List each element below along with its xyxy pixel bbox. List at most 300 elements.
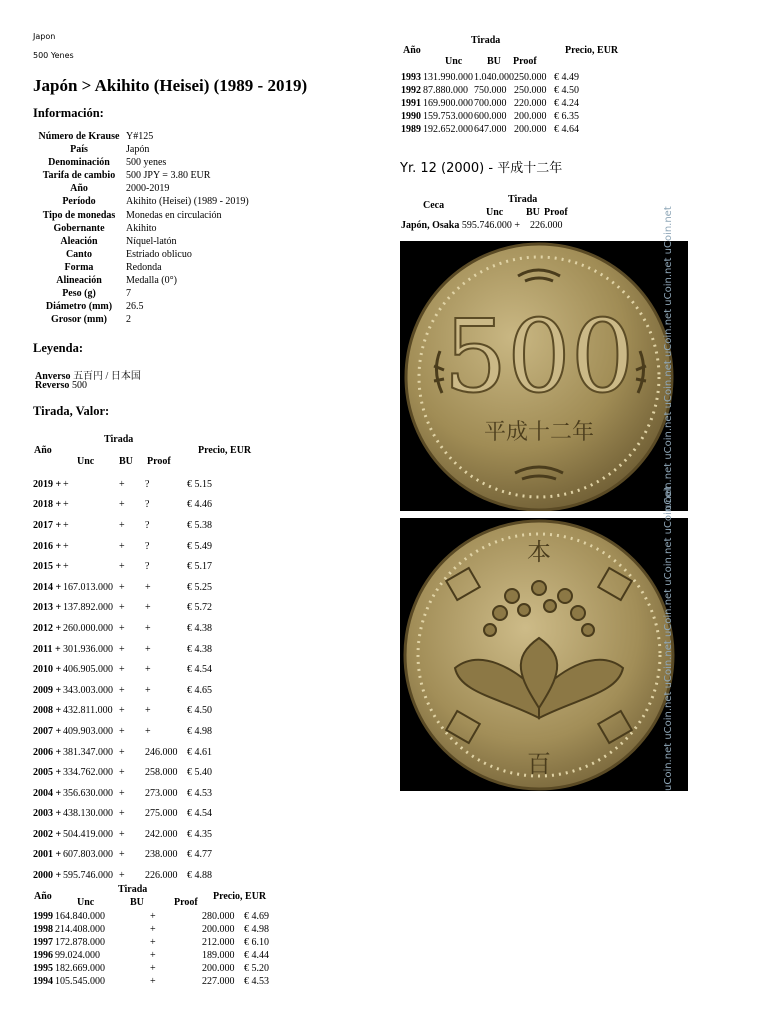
cell-price: € 4.54 <box>187 664 212 676</box>
year-value: 1993 <box>401 72 421 83</box>
cell-price: € 6.10 <box>244 937 269 948</box>
info-row <box>33 223 363 236</box>
year-value: 2010 <box>33 664 53 676</box>
cell-proof: + <box>145 602 151 614</box>
cell-bu: + <box>119 664 125 676</box>
cell-price: € 4.38 <box>187 622 212 634</box>
table-row <box>33 618 227 639</box>
tr-header-tirada: Tirada <box>471 35 501 46</box>
cell-bu: + <box>119 602 125 614</box>
table-row <box>401 71 594 84</box>
cell-bu: 1.040.000 <box>474 72 514 83</box>
info-row <box>33 275 363 288</box>
cell-year: 2007 + <box>33 725 62 737</box>
info-value: Monedas en circulación <box>126 209 222 221</box>
cell-proof: 200.000 <box>514 124 547 135</box>
info-row <box>33 210 363 223</box>
cell-price: € 4.38 <box>187 643 212 655</box>
table-row <box>33 783 227 804</box>
mint-unc: 595.746.000 <box>461 220 512 231</box>
info-row <box>33 170 363 183</box>
cell-unc: 260.000.000 <box>63 622 113 634</box>
cell-year: 2011 + <box>33 643 61 655</box>
tr-header-year: Año <box>403 45 421 56</box>
cell-price: € 4.46 <box>187 499 212 511</box>
info-row <box>33 314 363 327</box>
year-value: 2006 <box>33 746 53 758</box>
table-row <box>33 556 227 577</box>
table-row <box>33 577 227 598</box>
table-row <box>33 910 284 923</box>
cell-bu: + <box>119 767 125 779</box>
cell-year <box>401 71 423 84</box>
info-value: Medalla (0°) <box>126 275 177 287</box>
info-label: Grosor (mm) <box>50 314 107 326</box>
watermark <box>663 486 686 791</box>
cell-year <box>401 123 423 136</box>
watermark <box>663 206 686 511</box>
cell-price: € 4.65 <box>187 684 212 696</box>
cell-unc: 432.811.000 <box>63 705 113 717</box>
cell-bu: + <box>119 581 125 593</box>
cell-price: € 5.49 <box>187 540 212 552</box>
cell-unc: 214.408.000 <box>55 924 105 935</box>
cell-price: € 4.69 <box>244 911 269 922</box>
cell-price: € 4.24 <box>554 98 579 109</box>
cell-unc: 159.753.000 <box>423 111 473 122</box>
info-value: 2000-2019 <box>126 183 170 195</box>
year-value: 2003 <box>33 808 53 820</box>
cell-bu: 750.000 <box>474 85 507 96</box>
coin-reverse-svg <box>400 518 688 791</box>
cell-unc: 192.652.000 <box>423 124 473 135</box>
year-value: 2019 <box>33 478 53 490</box>
cell-bu: + <box>119 725 125 737</box>
year-value: 2013 <box>33 602 53 614</box>
table-row <box>33 639 227 660</box>
year-value: 2012 <box>33 622 53 634</box>
cell-proof: 280.000 <box>202 911 235 922</box>
cell-year <box>33 975 55 988</box>
info-row <box>33 157 363 170</box>
cell-price: € 4.98 <box>244 924 269 935</box>
cell-price: € 5.20 <box>244 963 269 974</box>
year-value: 2015 <box>33 561 53 573</box>
cell-price: € 4.98 <box>187 725 212 737</box>
coin-top-char: 本 <box>527 538 551 566</box>
cell-proof: 226.000 <box>145 870 178 882</box>
cell-year: 2012 + <box>33 622 62 634</box>
info-value: Níquel-latón <box>126 235 177 247</box>
cell-bu: 700.000 <box>474 98 507 109</box>
watermark-text: uCoin.net uCoin.net uCoin.net uCoin.net uCoin.net uCoin.net <box>663 206 674 511</box>
header-proof: Proof <box>147 456 171 467</box>
year-value: 2008 <box>33 705 53 717</box>
year-value: 2011 <box>33 643 53 655</box>
table-row <box>33 923 284 936</box>
cell-unc: 172.878.000 <box>55 937 105 948</box>
info-value: Estriado oblicuo <box>126 248 192 260</box>
cell-unc: 406.905.000 <box>63 664 113 676</box>
cell-bu: + <box>119 746 125 758</box>
cell-unc: 87.880.000 <box>423 85 468 96</box>
info-row <box>33 301 363 314</box>
lower-header-tirada: Tirada <box>118 884 148 895</box>
lower-header-unc: Unc <box>77 897 95 908</box>
cell-unc: 334.762.000 <box>63 767 113 779</box>
cell-proof: + <box>145 664 151 676</box>
info-label: Peso (g) <box>62 288 96 300</box>
cell-year <box>33 936 55 949</box>
cell-bu: + <box>119 705 125 717</box>
info-list <box>33 131 363 327</box>
cell-unc: 595.746.000 <box>63 870 113 882</box>
info-label: Forma <box>64 261 94 273</box>
cell-price: € 4.50 <box>187 705 212 717</box>
cell-year <box>401 84 423 97</box>
info-heading: Información: <box>33 106 104 120</box>
cell-bu: + <box>119 499 125 511</box>
cell-year: 2016 + <box>33 540 62 552</box>
table-row <box>33 949 284 962</box>
cell-unc: 356.630.000 <box>63 787 113 799</box>
page-subtitle: 500 Yenes <box>33 51 74 60</box>
cell-proof: ? <box>145 561 150 573</box>
cell-proof: 200.000 <box>202 924 235 935</box>
year-value: 1996 <box>33 950 53 961</box>
cell-bu: + <box>150 963 156 974</box>
cell-proof: 250.000 <box>514 72 547 83</box>
cell-unc: 381.347.000 <box>63 746 113 758</box>
header-bu: BU <box>119 456 133 467</box>
cell-proof: + <box>145 725 151 737</box>
info-label: Año <box>70 183 88 195</box>
year-heading: Yr. 12 (2000) - 平成十二年 <box>400 161 563 176</box>
cell-bu: + <box>150 924 156 935</box>
year-value: 2007 <box>33 725 53 737</box>
year-value: 2018 <box>33 499 53 511</box>
cell-bu: + <box>119 478 125 490</box>
cell-year: 2003 + <box>33 808 62 820</box>
cell-unc: 409.903.000 <box>63 725 113 737</box>
table-row <box>401 84 594 97</box>
mint-bu: + <box>514 220 520 231</box>
header-price: Precio, EUR <box>198 445 252 456</box>
mintage-table-early <box>401 71 594 136</box>
cell-unc: 164.840.000 <box>55 911 105 922</box>
cell-year: 2001 + <box>33 849 62 861</box>
cell-year: 2008 + <box>33 705 62 717</box>
table-row <box>33 865 227 886</box>
info-value: 500 yenes <box>126 157 167 169</box>
cell-bu: + <box>119 828 125 840</box>
info-label: Alineación <box>56 275 102 287</box>
info-value: Akihito <box>126 222 157 234</box>
cell-unc: + <box>63 561 69 573</box>
legend-reverse <box>35 380 87 391</box>
table-row <box>33 659 227 680</box>
cell-year: 2005 + <box>33 767 62 779</box>
info-label: Número de Krause <box>38 131 120 142</box>
cell-proof: + <box>145 622 151 634</box>
year-value: 1994 <box>33 976 53 987</box>
lower-header-proof: Proof <box>174 897 198 908</box>
cell-year: 2015 + <box>33 561 62 573</box>
cell-proof: 242.000 <box>145 828 178 840</box>
cell-year <box>401 110 423 123</box>
cell-bu: + <box>150 950 156 961</box>
cell-price: € 4.50 <box>554 85 579 96</box>
table-row <box>33 824 227 845</box>
cell-year: 2018 + <box>33 499 62 511</box>
mintage-table <box>33 474 227 886</box>
table-row <box>33 845 227 866</box>
year-value: 2004 <box>33 787 53 799</box>
mint-header-unc: Unc <box>486 207 504 218</box>
cell-price: € 5.40 <box>187 767 212 779</box>
info-value: 2 <box>126 314 131 326</box>
cell-proof: 212.000 <box>202 937 235 948</box>
header-year: Año <box>34 445 52 456</box>
cell-unc: 137.892.000 <box>63 602 113 614</box>
mintage-heading: Tirada, Valor: <box>33 404 110 418</box>
coin-obverse-svg <box>400 241 688 511</box>
mint-name: Japón, Osaka <box>401 220 460 231</box>
year-value: 1992 <box>401 85 421 96</box>
cell-proof: 200.000 <box>514 111 547 122</box>
lower-header-year: Año <box>34 891 52 902</box>
info-row <box>33 249 363 262</box>
cell-proof: + <box>145 581 151 593</box>
info-value: Redonda <box>126 261 162 273</box>
cell-year: 2009 + <box>33 684 62 696</box>
cell-price: € 5.17 <box>187 561 212 573</box>
legend-obverse-label: Anverso <box>35 371 71 382</box>
info-value: Y#125 <box>126 131 154 142</box>
table-row <box>33 962 284 975</box>
year-value: 1990 <box>401 111 421 122</box>
cell-unc: 167.013.000 <box>63 581 113 593</box>
cell-bu: + <box>119 787 125 799</box>
cell-proof: + <box>145 643 151 655</box>
info-label: Gobernante <box>53 222 105 234</box>
year-value: 2002 <box>33 828 53 840</box>
cell-unc: 131.990.000 <box>423 72 473 83</box>
table-row <box>33 804 227 825</box>
header-tirada: Tirada <box>104 434 134 445</box>
cell-bu: + <box>119 684 125 696</box>
info-row <box>33 288 363 301</box>
cell-unc: 169.900.000 <box>423 98 473 109</box>
header-unc: Unc <box>77 456 95 467</box>
cell-year: 2017 + <box>33 519 62 531</box>
info-value: 7 <box>126 288 131 300</box>
mint-header-proof: Proof <box>544 207 568 218</box>
year-value: 1998 <box>33 924 53 935</box>
legend-obverse-value: 五百円 / 日本国 <box>73 371 141 382</box>
year-value: 1995 <box>33 963 53 974</box>
cell-bu: + <box>119 540 125 552</box>
info-row <box>33 236 363 249</box>
info-row <box>33 144 363 157</box>
tr-header-proof: Proof <box>513 56 537 67</box>
cell-price: € 5.25 <box>187 581 212 593</box>
cell-price: € 4.77 <box>187 849 212 861</box>
cell-bu: + <box>119 643 125 655</box>
info-value: Akihito (Heisei) (1989 - 2019) <box>126 196 249 208</box>
cell-bu: + <box>119 870 125 882</box>
cell-price: € 6.35 <box>554 111 579 122</box>
watermark-text: uCoin.net uCoin.net uCoin.net uCoin.net uCoin.net uCoin.net <box>663 486 674 791</box>
info-value: 500 JPY = 3.80 EUR <box>126 170 211 182</box>
info-label: Denominación <box>48 157 110 169</box>
year-value: 2000 <box>33 870 53 882</box>
info-label: Tipo de monedas <box>42 209 116 221</box>
cell-unc: 438.130.000 <box>63 808 113 820</box>
cell-unc: + <box>63 478 69 490</box>
cell-price: € 4.54 <box>187 808 212 820</box>
table-row <box>33 975 284 988</box>
cell-year <box>33 962 55 975</box>
info-row <box>33 262 363 275</box>
coin-numeral: 500 <box>443 298 635 415</box>
coin-bottom-char: 百 <box>527 750 551 778</box>
cell-year <box>33 949 55 962</box>
cell-proof: 189.000 <box>202 950 235 961</box>
cell-proof: ? <box>145 540 150 552</box>
table-row <box>401 97 594 110</box>
cell-year: 2000 + <box>33 870 62 882</box>
cell-proof: 246.000 <box>145 746 178 758</box>
mint-header-bu: BU <box>526 207 540 218</box>
info-row <box>33 183 363 196</box>
cell-unc: 504.419.000 <box>63 828 113 840</box>
cell-bu: 600.000 <box>474 111 507 122</box>
table-row <box>33 742 227 763</box>
cell-proof: 258.000 <box>145 767 178 779</box>
cell-price: € 5.38 <box>187 519 212 531</box>
cell-bu: + <box>150 911 156 922</box>
year-value: 2001 <box>33 849 53 861</box>
info-label: Tarifa de cambio <box>42 170 116 182</box>
info-label: Canto <box>65 248 93 260</box>
cell-proof: 275.000 <box>145 808 178 820</box>
year-value: 2009 <box>33 684 53 696</box>
cell-year: 2002 + <box>33 828 62 840</box>
table-row <box>33 701 227 722</box>
cell-price: € 4.64 <box>554 124 579 135</box>
cell-year: 2010 + <box>33 664 62 676</box>
table-row <box>401 123 594 136</box>
cell-unc: 182.669.000 <box>55 963 105 974</box>
breadcrumb: Japon <box>33 32 56 41</box>
lower-header-bu: BU <box>130 897 144 908</box>
mint-header-mint: Ceca <box>423 200 445 211</box>
cell-year <box>33 910 55 923</box>
cell-bu: + <box>119 622 125 634</box>
legend-heading: Leyenda: <box>33 341 83 355</box>
table-row <box>33 515 227 536</box>
table-row <box>33 762 227 783</box>
cell-price: € 4.44 <box>244 950 269 961</box>
cell-bu: + <box>119 561 125 573</box>
table-row <box>33 474 227 495</box>
mint-proof: 226.000 <box>530 220 563 231</box>
cell-proof: 273.000 <box>145 787 178 799</box>
cell-proof: 250.000 <box>514 85 547 96</box>
table-row <box>33 936 284 949</box>
cell-proof: 200.000 <box>202 963 235 974</box>
cell-unc: + <box>63 499 69 511</box>
legend-reverse-value: 500 <box>71 380 87 391</box>
info-label: Período <box>62 196 96 208</box>
cell-proof: ? <box>145 519 150 531</box>
table-row <box>33 536 227 557</box>
lower-header-price: Precio, EUR <box>213 891 267 902</box>
cell-bu: + <box>119 519 125 531</box>
info-label: País <box>70 144 88 156</box>
cell-price: € 5.15 <box>187 478 212 490</box>
legend-reverse-label: Reverso <box>35 380 70 391</box>
table-row <box>33 721 227 742</box>
cell-year <box>401 97 423 110</box>
cell-unc: 607.803.000 <box>63 849 113 861</box>
page-title: Japón > Akihito (Heisei) (1989 - 2019) <box>33 76 308 95</box>
cell-year <box>33 923 55 936</box>
cell-proof: + <box>145 705 151 717</box>
cell-year: 2013 + <box>33 602 62 614</box>
mint-row <box>401 220 563 231</box>
mintage-table-lower <box>33 910 284 988</box>
cell-price: € 4.53 <box>187 787 212 799</box>
cell-bu: 647.000 <box>474 124 507 135</box>
cell-price: € 4.88 <box>187 870 212 882</box>
cell-bu: + <box>119 849 125 861</box>
cell-price: € 4.35 <box>187 828 212 840</box>
cell-proof: ? <box>145 499 150 511</box>
year-value: 2016 <box>33 540 53 552</box>
cell-proof: ? <box>145 478 150 490</box>
table-row <box>33 598 227 619</box>
info-value: Japón <box>126 144 150 156</box>
year-value: 1999 <box>33 911 53 922</box>
cell-price: € 4.49 <box>554 72 579 83</box>
cell-proof: 227.000 <box>202 976 235 987</box>
info-value: 26.5 <box>126 301 144 313</box>
cell-price: € 4.61 <box>187 746 212 758</box>
cell-unc: + <box>63 519 69 531</box>
cell-year: 2004 + <box>33 787 62 799</box>
tr-header-unc: Unc <box>445 56 463 67</box>
info-row <box>33 196 363 209</box>
info-label: Aleación <box>60 235 98 247</box>
cell-year: 2006 + <box>33 746 62 758</box>
cell-proof: 220.000 <box>514 98 547 109</box>
year-value: 1989 <box>401 124 421 135</box>
coin-reverse-image <box>400 486 688 791</box>
tr-header-price: Precio, EUR <box>565 45 619 56</box>
info-label: Diámetro (mm) <box>45 301 113 313</box>
cell-unc: 105.545.000 <box>55 976 105 987</box>
tr-header-bu: BU <box>487 56 501 67</box>
cell-price: € 5.72 <box>187 602 212 614</box>
mint-header-tirada: Tirada <box>508 194 538 205</box>
cell-proof: 238.000 <box>145 849 178 861</box>
coin-era-text: 平成十二年 <box>483 420 595 445</box>
cell-year: 2019 + <box>33 478 62 490</box>
cell-year: 2014 + <box>33 581 62 593</box>
table-row <box>401 110 594 123</box>
